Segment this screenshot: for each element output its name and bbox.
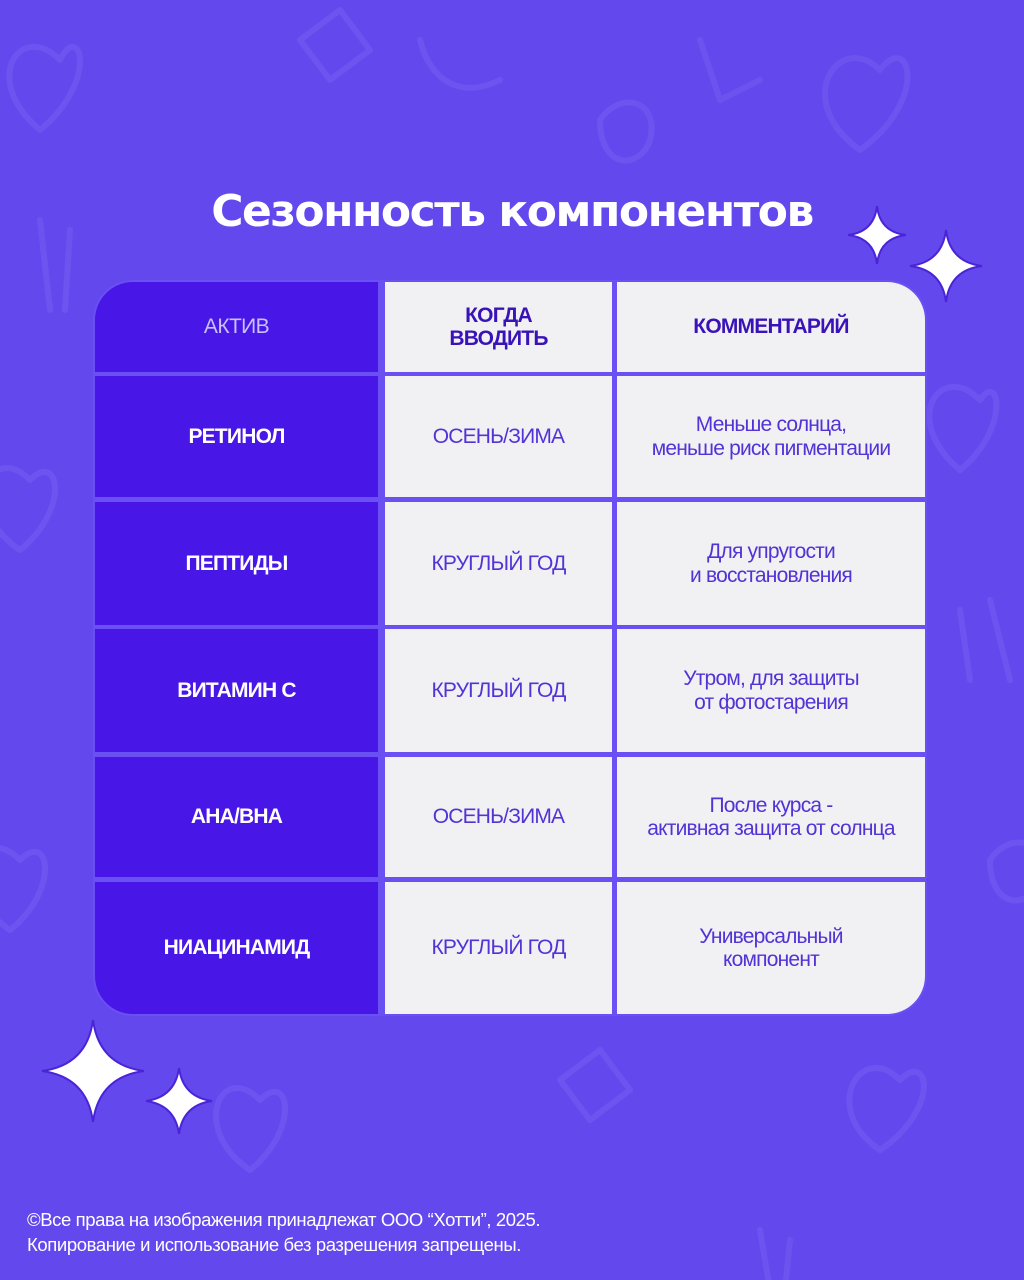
table-row-active bbox=[95, 629, 378, 752]
when-value: ОСЕНЬ/ЗИМА bbox=[432, 805, 565, 829]
page-title: Сезонность компонентов bbox=[211, 186, 813, 237]
header-comment-label: КОММЕНТАРИЙ bbox=[693, 315, 849, 339]
comment-line2: активная защита от солнца bbox=[647, 817, 895, 840]
comment-line2: компонент bbox=[723, 948, 819, 971]
table-row-when bbox=[385, 376, 612, 497]
sparkle-icon bbox=[846, 204, 908, 266]
comment-line1: После курса - bbox=[709, 793, 833, 817]
sparkle-icon bbox=[40, 1018, 146, 1124]
active-name: НИАЦИНАМИД bbox=[163, 936, 310, 960]
when-value: ОСЕНЬ/ЗИМА bbox=[432, 424, 565, 448]
header-when-line2: ВВОДИТЬ bbox=[449, 327, 548, 350]
comment-line1: Для упругости bbox=[707, 540, 835, 564]
comment-line2: меньше риск пигментации bbox=[651, 436, 891, 460]
when-value: КРУГЛЫЙ ГОД bbox=[431, 936, 566, 960]
comment-line2: от фотостарения bbox=[694, 690, 848, 714]
active-name: ВИТАМИН С bbox=[177, 678, 296, 702]
header-comment bbox=[617, 282, 925, 372]
table-row-active bbox=[95, 376, 378, 497]
header-active-label: АКТИВ bbox=[203, 315, 270, 339]
sparkle-icon bbox=[144, 1066, 214, 1136]
header-when-line1: КОГДА bbox=[465, 303, 532, 327]
when-value: КРУГЛЫЙ ГОД bbox=[431, 678, 566, 702]
comment-line1: Меньше солнца, bbox=[695, 413, 847, 437]
table-row-active bbox=[95, 882, 378, 1014]
active-name: AHA/BHA bbox=[190, 805, 283, 829]
table-row-when bbox=[385, 757, 612, 877]
comment-line1: Универсальный bbox=[699, 924, 843, 948]
table-row-active bbox=[95, 502, 378, 625]
table-row-active bbox=[95, 757, 378, 877]
comment-line2: и восстановления bbox=[689, 563, 852, 587]
table-row-when bbox=[385, 629, 612, 752]
when-value: КРУГЛЫЙ ГОД bbox=[431, 551, 566, 575]
copyright-line2: Копирование и использование без разрешения запрещены. bbox=[27, 1234, 522, 1255]
table-row-comment bbox=[617, 629, 925, 752]
table-row-comment bbox=[617, 376, 925, 497]
table-row-comment bbox=[617, 882, 925, 1014]
table-row-when bbox=[385, 502, 612, 625]
table-row-when bbox=[385, 882, 612, 1014]
header-active bbox=[95, 282, 378, 372]
copyright-notice bbox=[27, 1207, 540, 1257]
active-name: РЕТИНОЛ bbox=[188, 424, 285, 448]
table-row-comment bbox=[617, 502, 925, 625]
copyright-line1: ©Все права на изображения принадлежат ООО “Хотти”, 2025. bbox=[27, 1209, 541, 1230]
active-name: ПЕПТИДЫ bbox=[185, 551, 288, 575]
comment-line1: Утром, для защиты bbox=[683, 667, 859, 691]
header-when bbox=[385, 282, 612, 372]
table-row-comment bbox=[617, 757, 925, 877]
seasonality-table bbox=[95, 282, 925, 1014]
